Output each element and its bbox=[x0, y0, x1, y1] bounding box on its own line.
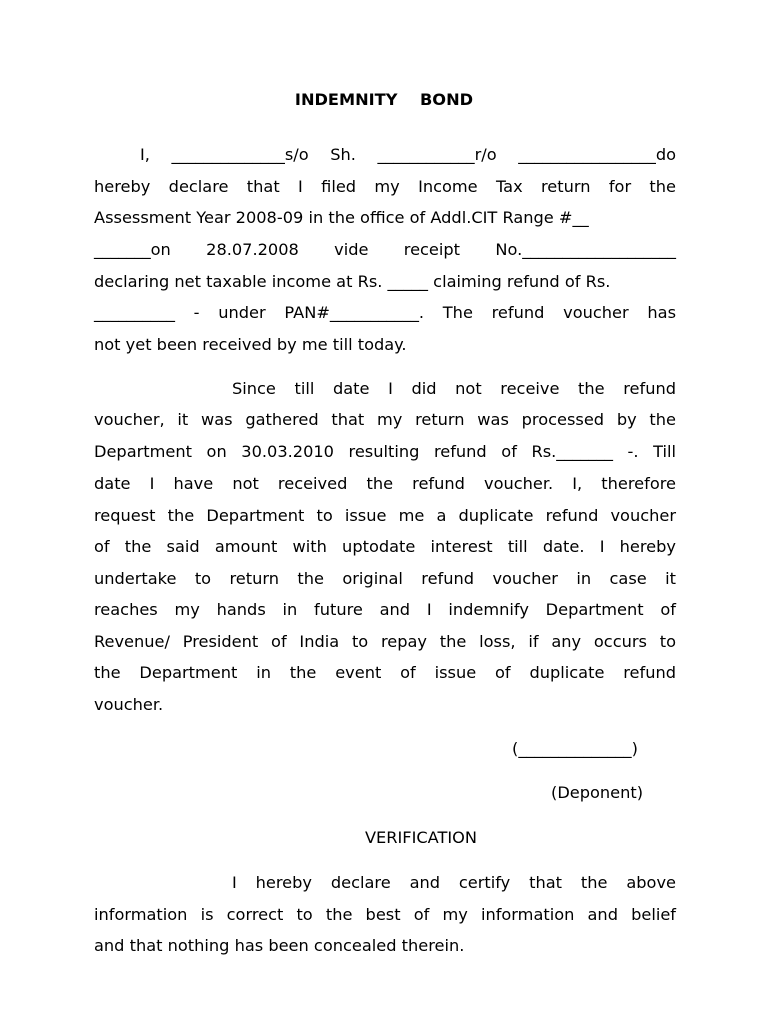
paragraph2-line-9: Revenue/ President of India to repay the loss, if any occurs to bbox=[94, 632, 676, 651]
document-title: INDEMNITY BOND bbox=[294, 90, 474, 109]
paragraph1-line-5: declaring net taxable income at Rs. _____ claiming refund of Rs. bbox=[94, 272, 611, 291]
paragraph2-line-6: of the said amount with uptodate interest till date. I hereby bbox=[94, 537, 676, 556]
signature-blank: (______________) bbox=[512, 739, 638, 758]
paragraph2-line-4: date I have not received the refund voucher. I, therefore bbox=[94, 474, 676, 493]
paragraph2-line-3: Department on 30.03.2010 resulting refund of Rs._______ -. Till bbox=[94, 442, 676, 461]
paragraph2-line-1: Since till date I did not receive the refund bbox=[232, 379, 676, 398]
paragraph1-line-2: hereby declare that I filed my Income Tax return for the bbox=[94, 177, 676, 196]
paragraph1-line-7: not yet been received by me till today. bbox=[94, 335, 407, 354]
paragraph3-line-2: information is correct to the best of my information and belief bbox=[94, 905, 676, 924]
paragraph2-line-8: reaches my hands in future and I indemnify Department of bbox=[94, 600, 676, 619]
paragraph2-line-11: voucher. bbox=[94, 695, 164, 714]
paragraph2-line-10: the Department in the event of issue of duplicate refund bbox=[94, 663, 676, 682]
paragraph2-line-2: voucher, it was gathered that my return was processed by the bbox=[94, 410, 676, 429]
paragraph2-line-5: request the Department to issue me a duplicate refund voucher bbox=[94, 506, 676, 525]
paragraph1-line-3: Assessment Year 2008-09 in the office of Addl.CIT Range #__ bbox=[94, 208, 589, 227]
paragraph1-line-6: __________ - under PAN#___________. The refund voucher has bbox=[94, 303, 676, 322]
paragraph3-line-1: I hereby declare and certify that the above bbox=[232, 873, 676, 892]
paragraph2-line-7: undertake to return the original refund voucher in case it bbox=[94, 569, 676, 588]
paragraph1-line-4: _______on 28.07.2008 vide receipt No.___________________ bbox=[94, 240, 676, 259]
deponent-label: (Deponent) bbox=[551, 783, 644, 802]
paragraph3-line-3: and that nothing has been concealed therein. bbox=[94, 936, 465, 955]
verification-heading: VERIFICATION bbox=[364, 828, 478, 847]
paragraph1-line-1: I, ______________s/o Sh. ____________r/o _________________do bbox=[140, 145, 676, 164]
